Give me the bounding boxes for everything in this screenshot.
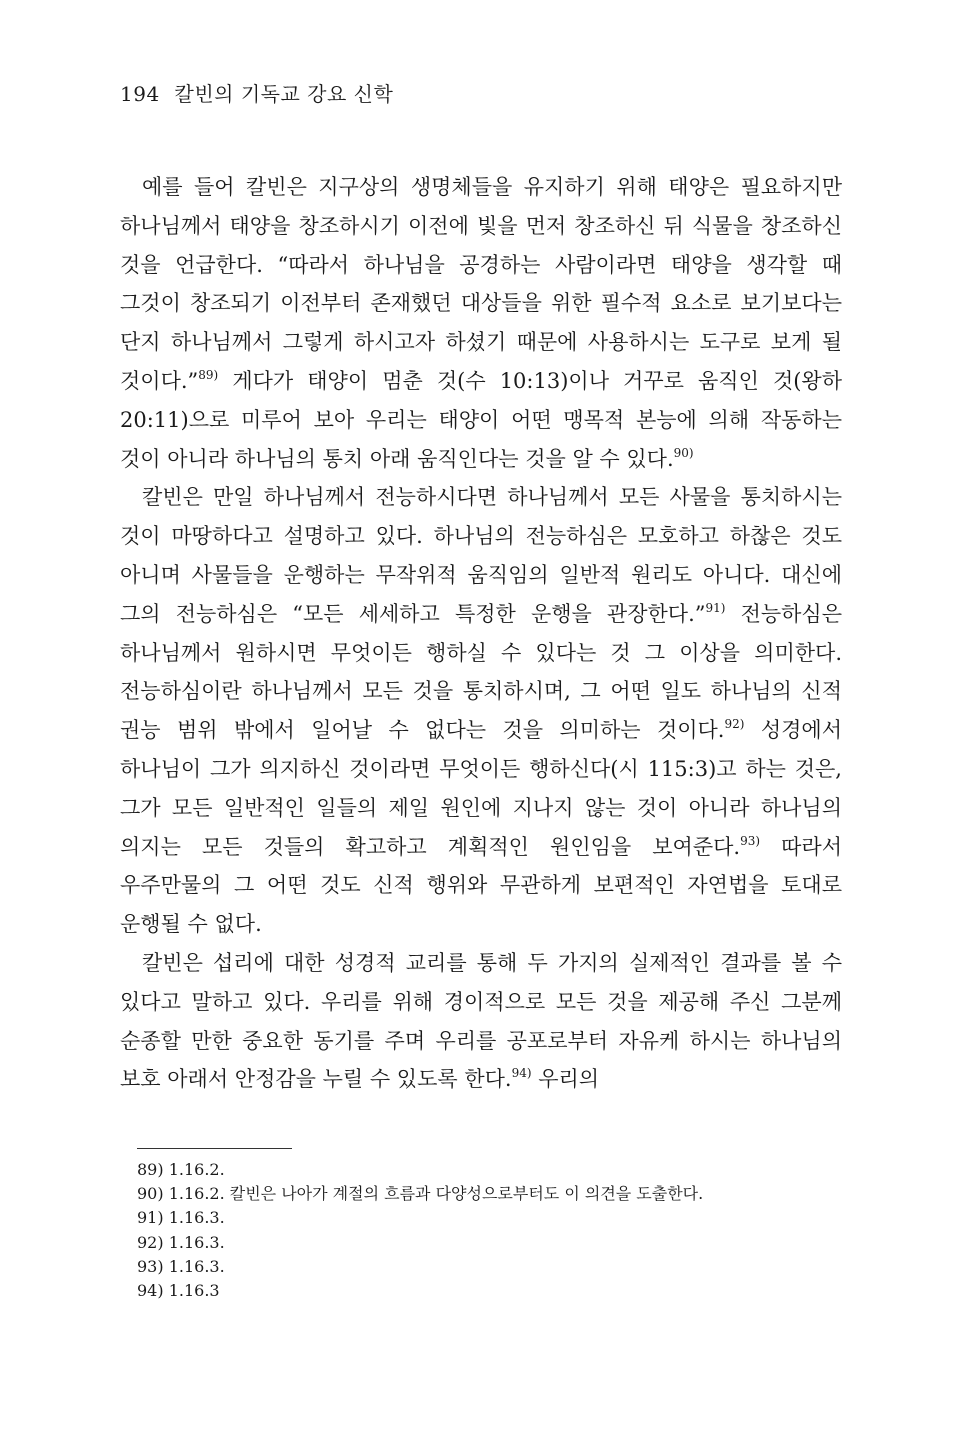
footnote-number: 91) [137, 1208, 164, 1228]
paragraph-2-text-d: 따라서 우주만물의 그 어떤 것도 신적 행위와 무관하게 보편적인 자연법을 토대로 운행될 수 없다. [120, 834, 842, 937]
footnote-ref-92: 92) [724, 717, 745, 732]
footnote-number: 90) [137, 1184, 164, 1204]
paragraph-1 [120, 168, 842, 478]
footnote-91 [137, 1206, 837, 1230]
paragraph-2-text-a: 칼빈은 만일 하나님께서 전능하시다면 하나님께서 모든 사물을 통치하시는 것이 마땅하다고 설명하고 있다. 하나님의 전능하심은 모호하고 하찮은 것도 아니며 사물들을 운행하는 무작위적 움직임의 일반적 원리도 아니다. 대신에 그의 전능하심은 “모든 세세하고 특정한 운행을 관장한다.” [120, 485, 842, 626]
footnote-ref-94: 94) [511, 1066, 532, 1081]
footnote-text: 1.16.3. [168, 1208, 225, 1228]
body-text [120, 168, 842, 1099]
footnote-94 [137, 1279, 837, 1303]
footnote-ref-93: 93) [740, 833, 761, 848]
paragraph-2 [120, 478, 842, 944]
paragraph-1-text-a: 예를 들어 칼빈은 지구상의 생명체들을 유지하기 위해 태양은 필요하지만 하나님께서 태양을 창조하시기 이전에 빛을 먼저 창조하신 뒤 식물을 창조하신 것을 언급한다. “따라서 하나님을 공경하는 사람이라면 태양을 생각할 때 그것이 창조되기 이전부터 존재했던 대상들을 위한 필수적 요소로 보기보다는 단지 하나님께서 그렇게 하시고자 하셨기 때문에 사용하시는 도구로 보게 될 것이다.” [120, 175, 842, 393]
paragraph-3 [120, 944, 842, 1099]
paragraph-3-text-a: 칼빈은 섭리에 대한 성경적 교리를 통해 두 가지의 실제적인 결과를 볼 수 있다고 말하고 있다. 우리를 위해 경이적으로 모든 것을 제공해 주신 그분께 순종할 만한 중요한 동기를 주며 우리를 공포로부터 자유케 하시는 하나님의 보호 아래서 안정감을 누릴 수 있도록 한다. [120, 950, 842, 1092]
footnote-number: 93) [137, 1256, 164, 1276]
paragraph-2-text-b: 전능하심은 하나님께서 원하시면 무엇이든 행하실 수 있다는 것 그 이상을 의미한다. 전능하심이란 하나님께서 모든 것을 통치하시며, 그 어떤 일도 하나님의 신적 권능 범위 밖에서 일어날 수 없다는 것을 의미하는 것이다. [120, 601, 842, 743]
footnote-ref-89: 89) [198, 367, 219, 382]
footnote-divider [137, 1148, 292, 1149]
footnote-ref-90: 90) [673, 445, 694, 460]
footnote-number: 92) [137, 1232, 164, 1252]
footnote-text: 1.16.2. 칼빈은 나아가 계절의 흐름과 다양성으로부터도 이 의견을 도출한다. [168, 1184, 704, 1204]
footnote-number: 89) [137, 1160, 164, 1179]
running-head [120, 78, 393, 107]
footnote-90 [137, 1182, 837, 1206]
paragraph-2-text-c: 성경에서 하나님이 그가 의지하신 것이라면 무엇이든 행하신다(시 115:3)고 하는 것은, 그가 모든 일반적인 일들의 제일 원인에 지나지 않는 것이 아니라 하나님의 의지는 모든 것들의 확고하고 계획적인 원인임을 보여준다. [120, 718, 843, 859]
footnote-ref-91: 91) [705, 600, 726, 615]
footnote-text: 1.16.3 [168, 1281, 220, 1301]
footnote-text: 1.16.2. [168, 1160, 225, 1179]
footnote-text: 1.16.3. [168, 1232, 225, 1252]
book-title: 칼빈의 기독교 강요 신학 [174, 82, 394, 106]
paragraph-1-text-b: 게다가 태양이 멈춘 것(수 10:13)이나 거꾸로 움직인 것(왕하 20:11)으로 미루어 보아 우리는 태양이 어떤 맹목적 본능에 의해 작동하는 것이 아니라 하나님의 통치 아래 움직인다는 것을 알 수 있다. [120, 368, 842, 471]
footnote-89 [137, 1158, 837, 1182]
footnote-number: 94) [137, 1281, 164, 1301]
paragraph-3-text-b: 우리의 [531, 1067, 600, 1092]
footnote-text: 1.16.3. [168, 1256, 225, 1276]
page-number: 194 [120, 82, 160, 106]
footnotes [137, 1158, 837, 1303]
footnote-92 [137, 1231, 837, 1255]
footnote-93 [137, 1255, 837, 1279]
